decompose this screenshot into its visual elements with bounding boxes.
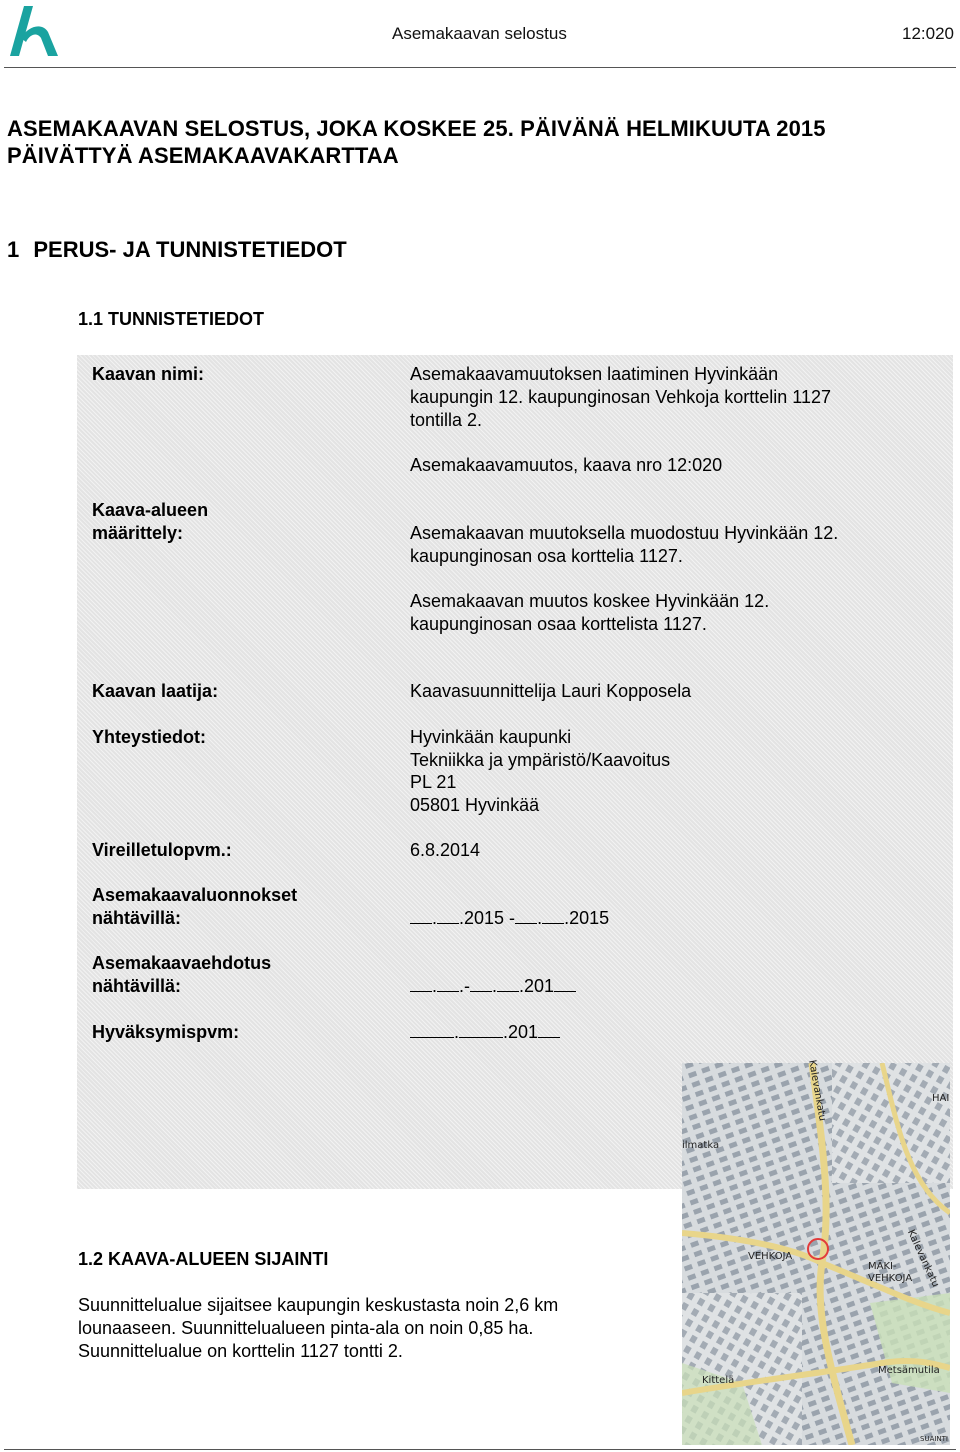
city-logo	[4, 2, 66, 60]
main-title-line-1: ASEMAKAAVAN SELOSTUS, JOKA KOSKEE 25. PÄIVÄNÄ HELMIKUUTA 2015	[7, 116, 826, 141]
blank-line	[410, 907, 432, 924]
blank-line	[470, 975, 492, 992]
blank-line	[538, 1021, 560, 1038]
area-definition-label-1: Kaava-alueen	[92, 500, 209, 520]
date-separator: .	[432, 908, 438, 928]
drafts-date-field	[410, 907, 609, 930]
proposal-label-1: Asemakaavaehdotus	[92, 953, 272, 973]
location-text-line-1: Suunnittelualue sijaitsee kaupungin keskustasta noin 2,6 km	[78, 1295, 559, 1315]
map-label-area: Kittelä	[702, 1375, 735, 1386]
map-label-district: MÄKI-	[868, 1261, 897, 1272]
date-text: .201	[519, 976, 555, 996]
location-text-line-2: lounaaseen. Suunnittelualueen pinta-ala on noin 0,85 ha.	[78, 1318, 534, 1338]
map-label-area: Metsämutila	[878, 1365, 940, 1376]
map-label-district: VEHKOJA	[748, 1251, 793, 1262]
area-definition-p1-line-1: Asemakaavan muutoksella muodostuu Hyvinkään 12.	[410, 523, 839, 543]
planner-label: Kaavan laatija:	[92, 681, 219, 701]
header-plan-number: 12:020	[902, 24, 954, 43]
section-1-2-heading: 1.2 KAAVA-ALUEEN SIJAINTI	[78, 1249, 329, 1269]
section-1-1-heading: 1.1 TUNNISTETIEDOT	[78, 309, 265, 329]
date-text: .2015	[564, 908, 610, 928]
location-map	[682, 1059, 950, 1445]
date-text: .-	[459, 976, 471, 996]
contact-line-2: Tekniikka ja ympäristö/Kaavoitus	[410, 750, 671, 770]
plan-name-label: Kaavan nimi:	[92, 364, 205, 384]
blank-line	[459, 1021, 503, 1038]
map-label-district: HAI	[932, 1093, 950, 1104]
contact-line-4: 05801 Hyvinkää	[410, 795, 540, 815]
initiation-date-label: Vireilletulopvm.:	[92, 840, 232, 860]
map-label-district: VEHKOJA	[868, 1273, 913, 1284]
blank-line	[542, 907, 564, 924]
blank-line	[410, 1021, 454, 1038]
blank-line	[410, 975, 432, 992]
date-text: .201	[503, 1022, 539, 1042]
blank-line	[437, 907, 459, 924]
blank-line	[554, 975, 576, 992]
main-title-line-2: PÄIVÄTTYÄ ASEMAKAAVAKARTTAA	[7, 143, 399, 168]
blank-line	[497, 975, 519, 992]
map-label-area: SUAINTI	[920, 1435, 948, 1443]
date-separator: .	[432, 976, 438, 996]
location-text-line-3: Suunnittelualue on korttelin 1127 tontti 2.	[78, 1341, 403, 1361]
date-text: .2015 -	[459, 908, 516, 928]
date-separator: .	[537, 908, 543, 928]
contact-label: Yhteystiedot:	[92, 727, 207, 747]
header-divider	[4, 67, 956, 68]
contact-line-3: PL 21	[410, 772, 457, 792]
map-label-street: Kalevankatu	[806, 1059, 828, 1122]
area-definition-p2-line-1: Asemakaavan muutos koskee Hyvinkään 12.	[410, 591, 770, 611]
area-definition-p2-line-2: kaupunginosan osaa korttelista 1127.	[410, 614, 707, 634]
blank-line	[437, 975, 459, 992]
section-1-heading	[7, 237, 347, 263]
plan-name-line-2: kaupungin 12. kaupunginosan Vehkoja korttelin 1127	[410, 387, 831, 407]
approval-date-field	[410, 1021, 560, 1044]
area-definition-p1-line-2: kaupunginosan osa korttelia 1127.	[410, 546, 683, 566]
contact-line-1: Hyvinkään kaupunki	[410, 727, 572, 747]
planner-value: Kaavasuunnittelija Lauri Kopposela	[410, 681, 692, 701]
proposal-label-2: nähtävillä:	[92, 976, 182, 996]
area-definition-label-2: määrittely:	[92, 523, 184, 543]
approval-date-label: Hyväksymispvm:	[92, 1022, 240, 1042]
footer-divider	[4, 1449, 956, 1450]
map-label-street: Kalevankatu	[904, 1228, 941, 1289]
drafts-label-2: nähtävillä:	[92, 908, 182, 928]
date-separator: .	[454, 1022, 460, 1042]
section-1-title: PERUS- JA TUNNISTETIEDOT	[33, 237, 347, 262]
plan-name-line-3: tontilla 2.	[410, 410, 483, 430]
plan-number-text: Asemakaavamuutos, kaava nro 12:020	[410, 455, 723, 475]
section-1-number: 1	[7, 237, 20, 262]
proposal-date-field	[410, 975, 576, 998]
header-doc-title: Asemakaavan selostus	[392, 24, 567, 43]
plan-name-line-1: Asemakaavamuutoksen laatiminen Hyvinkään	[410, 364, 779, 384]
map-label-area: ilmatka	[682, 1140, 720, 1151]
date-separator: .	[492, 976, 498, 996]
drafts-label-1: Asemakaavaluonnokset	[92, 885, 298, 905]
initiation-date-value: 6.8.2014	[410, 840, 481, 860]
blank-line	[515, 907, 537, 924]
